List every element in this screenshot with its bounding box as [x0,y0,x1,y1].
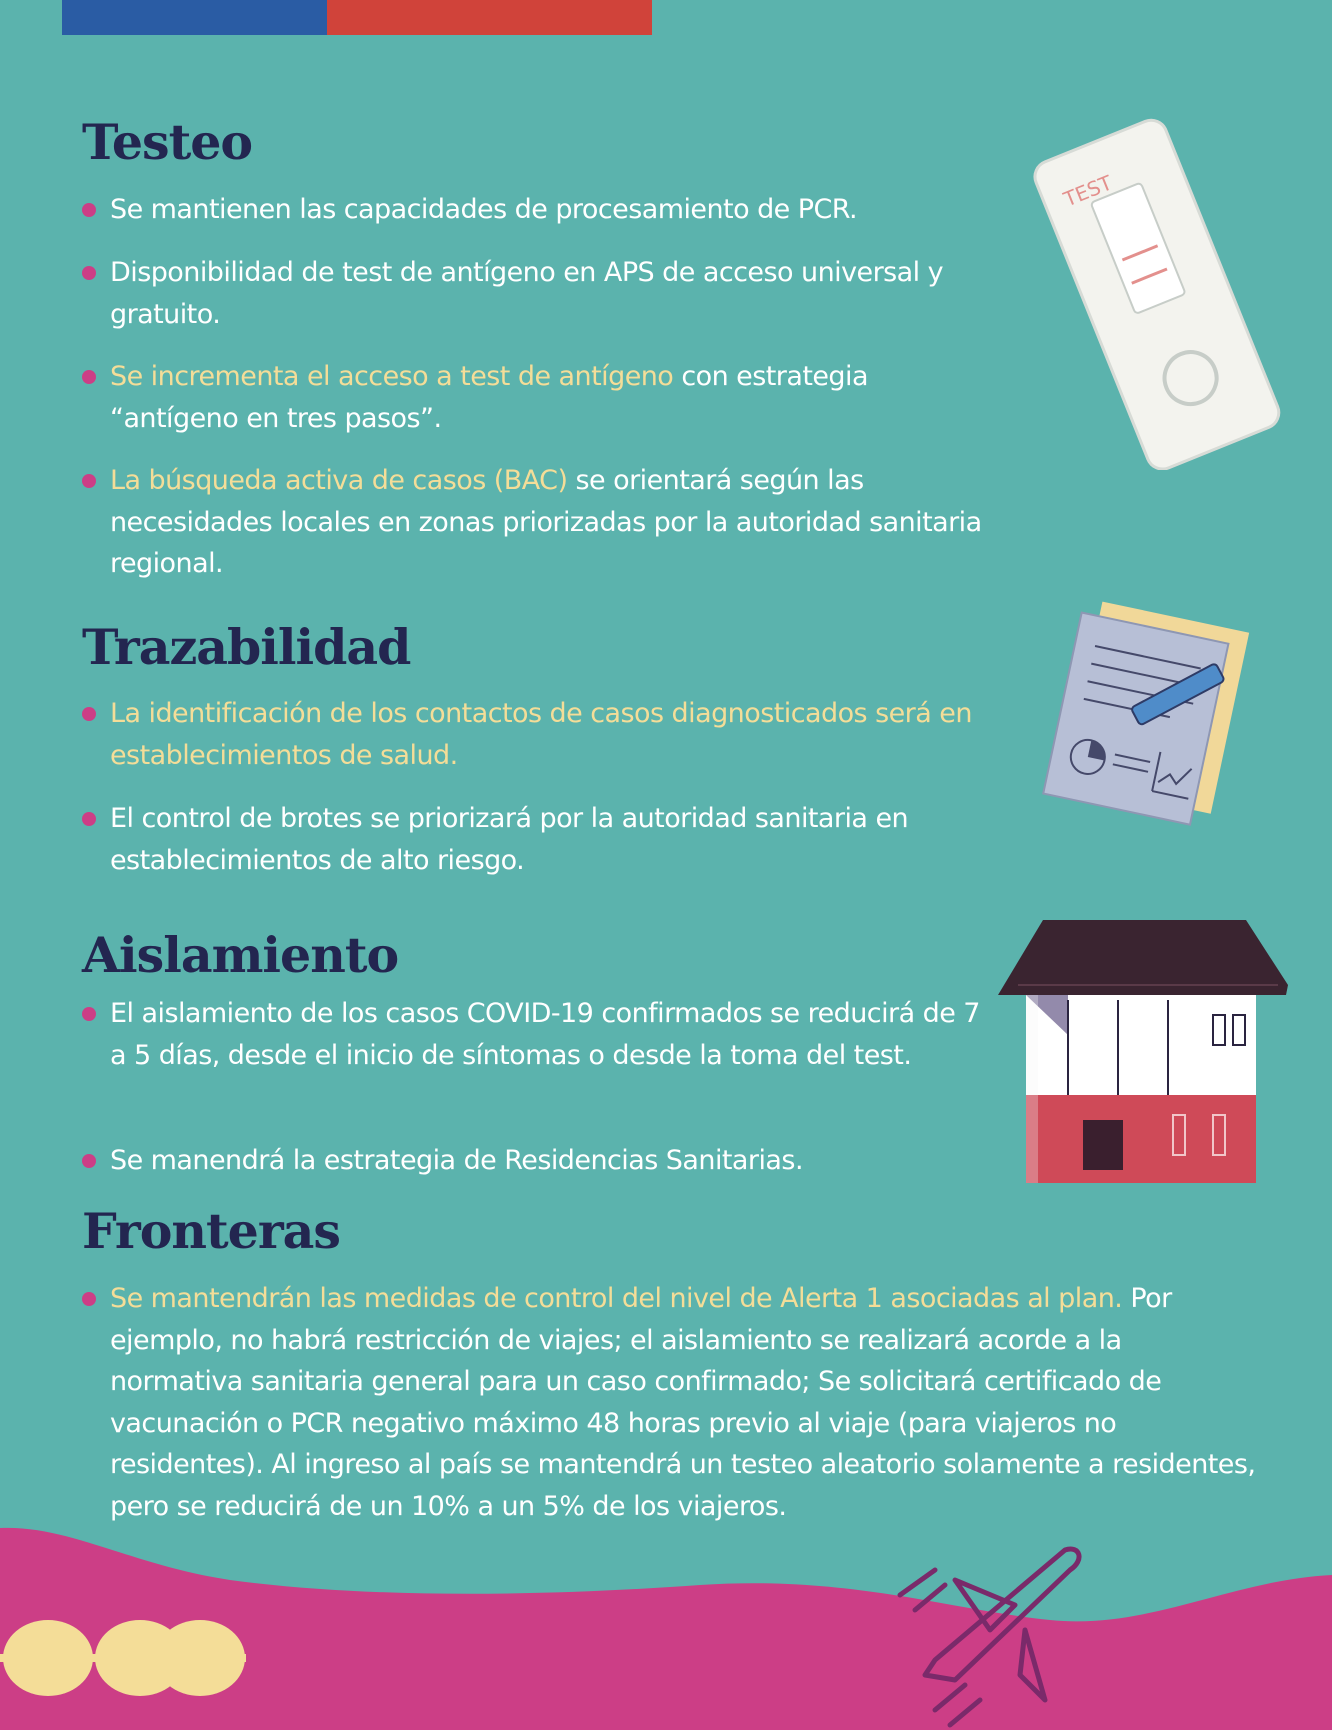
flag-bar-blue [62,0,327,35]
heading-fronteras: Fronteras [82,1202,341,1260]
flag-bar-red [327,0,652,35]
heading-aislamiento: Aislamiento [82,926,399,984]
airplane-icon [895,1540,1095,1730]
list-item: Se mantendrán las medidas de control del nivel de Alerta 1 asociadas al plan. Por ejemplo, no habrá restricción de viajes; el aislamiento se realizará acorde a la normativa sanitaria general para un caso confirmado; Se solicitará certificado de vacunación o PCR negativo máximo 48 horas previo al viaje (para viajeros no residentes). Al ingreso al país se mantendrá un testeo aleatorio solamente a residentes, pero se reducirá de un 10% a un 5% de los viajeros. [110,1278,1260,1527]
antigen-test-icon [1010,110,1300,470]
test-label: TEST [1060,170,1116,212]
list-item: El control de brotes se priorizará por la autoridad sanitaria en establecimientos de alto riesgo. [110,798,1010,881]
list-item: El aislamiento de los casos COVID-19 confirmados se reducirá de 7 a 5 días, desde el inicio de síntomas o desde la toma del test. [110,993,990,1076]
list-item: Se incrementa el acceso a test de antígeno con estrategia “antígeno en tres pasos”. [110,356,990,439]
house-icon [998,915,1293,1185]
list-item: Disponibilidad de test de antígeno en APS de acceso universal y gratuito. [110,252,1030,335]
heading-trazabilidad: Trazabilidad [82,618,411,676]
list-item: Se manendrá la estrategia de Residencias Sanitarias. [110,1140,990,1182]
list-item: La identificación de los contactos de casos diagnosticados será en establecimientos de salud. [110,693,990,776]
heading-testeo: Testeo [82,113,253,171]
list-item: La búsqueda activa de casos (BAC) se orientará según las necesidades locales en zonas priorizadas por la autoridad sanitaria regional. [110,460,990,585]
list-item: Se mantienen las capacidades de procesamiento de PCR. [110,189,970,231]
document-pencil-icon [1040,600,1270,830]
dots-decoration [0,1620,246,1696]
